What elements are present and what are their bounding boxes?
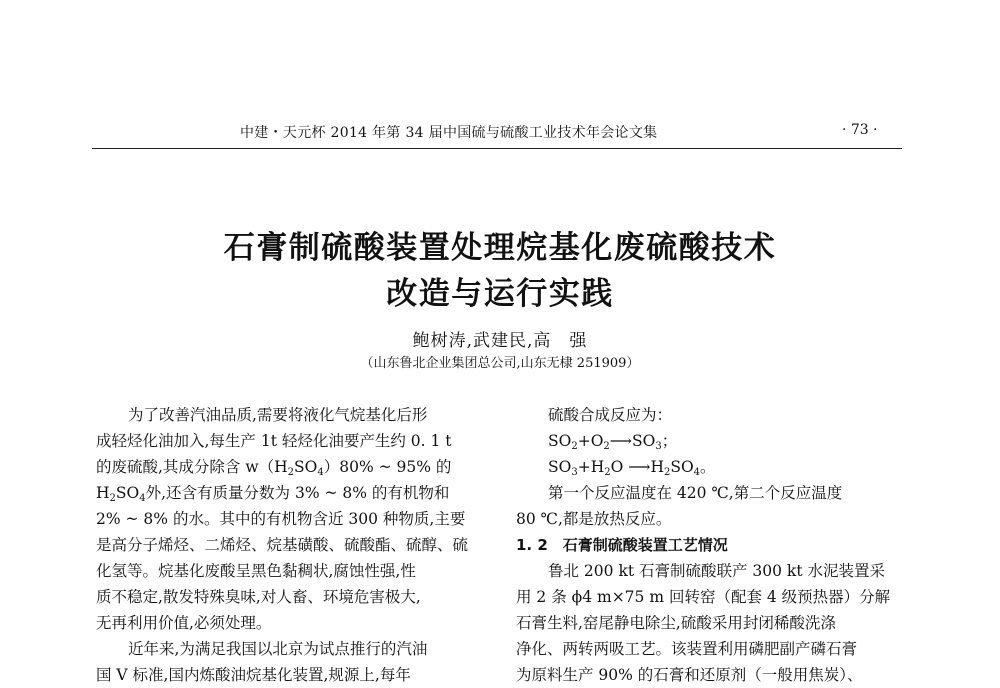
body-line: 鲁北 200 kt 石膏制硫酸联产 300 kt 水泥装置采 xyxy=(548,562,885,580)
paper-title-line-2: 改造与运行实践 xyxy=(386,276,614,312)
body-line: 的废硫酸,其成分除含 $w(H_2SO_4)80\%$ ~ 95% 的 xyxy=(96,458,452,478)
running-header: 中建・天元杯 2014 年第 34 届中国硫与硫酸工业技术年会论文集 xyxy=(240,125,658,141)
body-line: 近年来,为满足我国以北京为试点推行的汽油 xyxy=(128,640,428,658)
section-heading: 1. 2 石膏制硫酸装置工艺情况 xyxy=(516,536,728,554)
authors: 鲍树涛,武建民,高 强 xyxy=(412,331,588,351)
body-line: 是高分子烯烃、二烯烃、烷基磺酸、硫酸酯、硫醇、硫 xyxy=(96,536,469,554)
body-line: 成轻烃化油加入,每生产 1t 轻烃化油要产生约 0. 1 t xyxy=(96,432,452,450)
body-line: 2% ~ 8% 的水。其中的有机物含近 300 种物质,主要 xyxy=(96,510,466,528)
body-line: 国 V 标准,国内炼酸油烷基化装置,规源上,每年 xyxy=(96,666,411,684)
body-line: 为原料生产 90% 的石膏和还原剂（一般用焦炭）、 xyxy=(516,666,863,684)
body-line: 无再利用价值,必须处理。 xyxy=(96,614,272,632)
body-line: 为了改善汽油品质,需要将液化气烷基化后形 xyxy=(128,406,428,424)
header-rule xyxy=(92,148,902,149)
left-column xyxy=(96,402,486,688)
body-line: 第一个反应温度在 420 ℃,第二个反应温度 xyxy=(548,484,843,502)
body-line: 硫酸合成反应为： xyxy=(548,406,673,424)
equation-2: $SO_3+H_2O$ $⟶H_2SO_4$。 xyxy=(548,458,716,478)
affiliation: （山东鲁北企业集团总公司,山东无棣 251909） xyxy=(360,356,640,371)
paper-title-line-1: 石膏制硫酸装置处理烷基化废硫酸技术 xyxy=(223,230,777,266)
body-line: 净化、两转两吸工艺。该装置利用磷肥副产磷石膏 xyxy=(516,640,858,658)
right-column xyxy=(516,402,908,688)
body-line: 80 ℃,都是放热反应。 xyxy=(516,510,672,528)
body-line: 质不稳定,散发特殊臭味,对人畜、环境危害极大, xyxy=(96,588,421,606)
body-line: 用 2 条 ϕ4 m×75 m 回转窑（配套 4 级预热器）分解 xyxy=(516,588,891,606)
equation-1: $SO_2+O_2⟶SO_3$； xyxy=(548,432,678,452)
body-line: 化氢等。烷基化废酸呈黑色黏稠状,腐蚀性强,性 xyxy=(96,562,416,580)
body-line: 石膏生料,窑尾静电除尘,硫酸采用封闭稀酸洗涤 xyxy=(516,614,836,632)
page-number: · 73 · xyxy=(842,122,878,138)
body-line: $H_2SO_4$外,还含有质量分数为 3% ~ 8% 的有机物和 xyxy=(96,484,450,504)
